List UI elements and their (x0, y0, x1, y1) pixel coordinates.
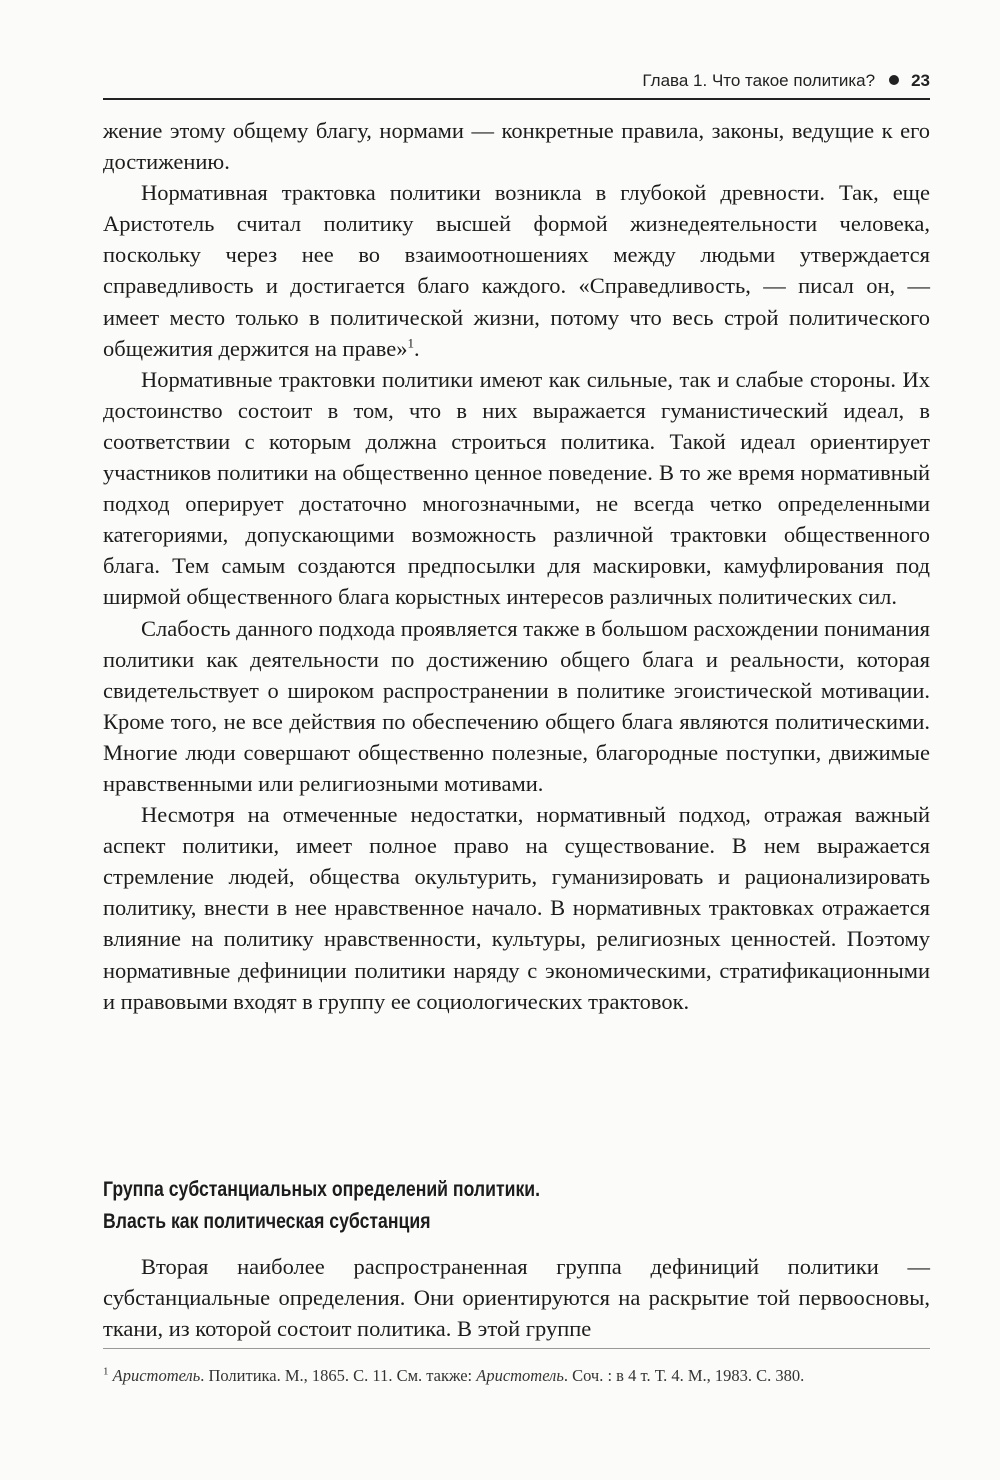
section-heading-line: Власть как политическая субстанция (103, 1210, 431, 1233)
footnote-author: Аристотель (476, 1366, 564, 1385)
footnote-author: Аристотель (112, 1366, 201, 1385)
page-number: 23 (911, 71, 930, 90)
footnote-marker: 1 (103, 1365, 109, 1378)
section-text (103, 1251, 930, 1344)
section-heading-line: Группа субстанциальных определений политики. (103, 1178, 541, 1201)
paragraph: Слабость данного подхода проявляется также в большом расхождении понимания политики как деятельности по достижению общего блага и реальности, которая свидетельствует о широком распространении в политике эгоистической мотивации. Кроме того, не все действия по обеспечению общего блага являются политическими. Многие люди совершают общественно полезные, благородные поступки, движимые нравственными или религиозными мотивами. (103, 615, 930, 796)
paragraph: Несмотря на отмеченные недостатки, нормативный подход, отражая важный аспект политики, имеет полное право на существование. В нем выражается стремление людей, общества окультурить, гуманизировать и рационализировать политику, внести в нее нравственное начало. В нормативных трактовках отражается влияние на политику нравственности, культуры, религиозных ценностей. Поэтому нормативные дефиниции политики наряду с экономическими, стратификационными и правовыми входят в группу ее социологических трактовок. (103, 802, 930, 1014)
chapter-title: Глава 1. Что такое политика? (642, 71, 876, 90)
footnote (103, 1364, 930, 1388)
bullet-icon (889, 75, 899, 85)
footnote-reference: 1 (407, 335, 414, 351)
footnote-text: . Соч. : в 4 т. Т. 4. М., 1983. С. 380. (563, 1366, 805, 1385)
paragraph-text: Нормативная трактовка политики возникла в глубокой древности. Так, еще Аристотель считал политику высшей формой жизнедеятельности человека, поскольку через нее во взаимоотношениях между людьми утверждается справедливость и достигается благо каждого. «Справедливость, — писал он, — имеет место только в политической жизни, потому что весь строй политического общежития держится на праве» (103, 180, 930, 361)
paragraph-with-footnote: Нормативная трактовка политики возникла в глубокой древности. Так, еще Аристотель считал политику высшей формой жизнедеятельности человека, поскольку через нее во взаимоотношениях между людьми утверждается справедливость и достигается благо каждого. «Справедливость, — писал он, — имеет место только в политической жизни, потому что весь строй политического общежития держится на праве»$^1$. (103, 180, 930, 361)
footnote-text: . Политика. М., 1865. С. 11. См. также: (200, 1366, 477, 1385)
paragraph: Нормативные трактовки политики имеют как сильные, так и слабые стороны. Их достоинство состоит в том, что в них выражается гуманистический идеал, в соответствии с которым должна строиться политика. Такой идеал ориентирует участников политики на общественно ценное поведение. В то же время нормативный подход оперирует достаточно многозначными, не всегда четко определенными категориями, допускающими возможность различной трактовки общественного блага. Тем самым создаются предпосылки для маскировки, камуфлирования под ширмой общественного блага корыстных интересов различных политических сил. (103, 366, 930, 610)
footnote-divider (103, 1348, 930, 1349)
paragraph: жение этому общему благу, нормами — конкретные правила, законы, ведущие к его достижению. (103, 118, 930, 175)
paragraph: Вторая наиболее распространенная группа дефиниций политики — субстанциальные определения. Они ориентируются на раскрытие той первоосновы, ткани, из которой состоит политика. В этой группе (103, 1254, 930, 1342)
main-text (103, 115, 930, 1017)
running-header (103, 64, 930, 100)
section-heading (103, 1174, 798, 1238)
